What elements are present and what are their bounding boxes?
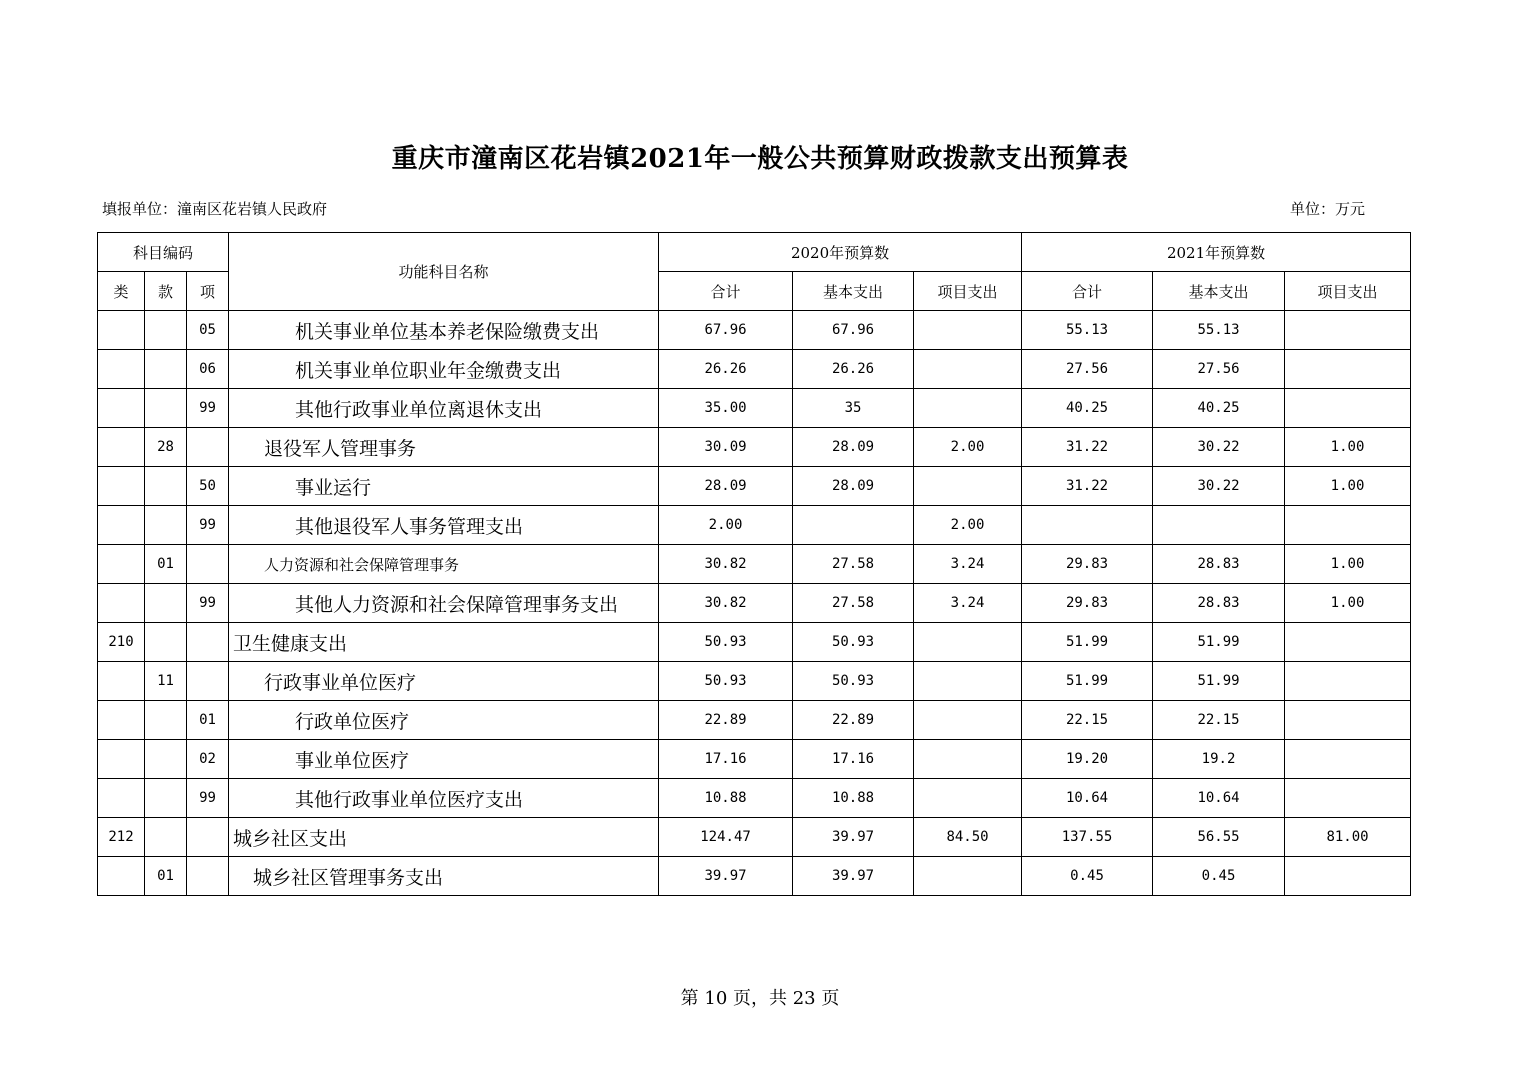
cell-2021-basic: 0.45 [1153, 857, 1285, 896]
cell-xiang: 50 [187, 467, 229, 506]
cell-2020-total: 26.26 [659, 350, 793, 389]
cell-2020-basic: 27.58 [793, 584, 914, 623]
cell-2020-total: 35.00 [659, 389, 793, 428]
cell-2020-total: 67.96 [659, 311, 793, 350]
cell-2020-basic: 50.93 [793, 662, 914, 701]
cell-2021-total: 29.83 [1022, 545, 1153, 584]
header-2021-total: 合计 [1022, 272, 1153, 311]
cell-lei [98, 545, 145, 584]
cell-2021-total: 27.56 [1022, 350, 1153, 389]
cell-2020-total: 30.82 [659, 545, 793, 584]
cell-2021-basic: 30.22 [1153, 467, 1285, 506]
cell-2020-total: 30.09 [659, 428, 793, 467]
header-lei: 类 [98, 272, 145, 311]
cell-kuan [145, 623, 187, 662]
cell-2021-total: 31.22 [1022, 467, 1153, 506]
cell-2021-total: 29.83 [1022, 584, 1153, 623]
table-row [98, 545, 1411, 584]
table-row [98, 623, 1411, 662]
cell-lei [98, 740, 145, 779]
cell-2020-project: 84.50 [914, 818, 1022, 857]
cell-2020-project: 3.24 [914, 545, 1022, 584]
cell-2020-project [914, 779, 1022, 818]
cell-2020-project [914, 467, 1022, 506]
table-row [98, 701, 1411, 740]
cell-xiang: 99 [187, 584, 229, 623]
cell-2021-basic: 22.15 [1153, 701, 1285, 740]
cell-2021-project: 1.00 [1285, 467, 1411, 506]
cell-2021-total: 137.55 [1022, 818, 1153, 857]
cell-name: 机关事业单位基本养老保险缴费支出 [229, 311, 659, 350]
table-row [98, 311, 1411, 350]
cell-2021-total: 31.22 [1022, 428, 1153, 467]
cell-2020-project: 3.24 [914, 584, 1022, 623]
cell-xiang: 99 [187, 389, 229, 428]
cell-2020-total: 17.16 [659, 740, 793, 779]
cell-2020-basic: 10.88 [793, 779, 914, 818]
cell-2021-total: 40.25 [1022, 389, 1153, 428]
cell-2021-basic [1153, 506, 1285, 545]
cell-name: 其他退役军人事务管理支出 [229, 506, 659, 545]
table-row [98, 779, 1411, 818]
cell-kuan: 01 [145, 857, 187, 896]
header-row-1 [98, 233, 1411, 272]
cell-kuan [145, 467, 187, 506]
cell-kuan [145, 311, 187, 350]
cell-2020-project: 2.00 [914, 428, 1022, 467]
cell-2020-project [914, 740, 1022, 779]
cell-2021-basic: 51.99 [1153, 662, 1285, 701]
reporting-unit: 填报单位：潼南区花岩镇人民政府 [102, 200, 328, 218]
cell-2020-basic: 27.58 [793, 545, 914, 584]
cell-2021-basic: 30.22 [1153, 428, 1285, 467]
cell-lei: 210 [98, 623, 145, 662]
cell-2021-project: 1.00 [1285, 545, 1411, 584]
cell-2020-total: 2.00 [659, 506, 793, 545]
cell-lei [98, 506, 145, 545]
cell-2020-basic: 28.09 [793, 467, 914, 506]
cell-lei [98, 584, 145, 623]
cell-2021-basic: 10.64 [1153, 779, 1285, 818]
cell-lei [98, 701, 145, 740]
cell-2021-project [1285, 779, 1411, 818]
cell-2021-project [1285, 701, 1411, 740]
cell-name: 行政单位医疗 [229, 701, 659, 740]
cell-name: 城乡社区支出 [229, 818, 659, 857]
cell-name: 其他行政事业单位离退休支出 [229, 389, 659, 428]
cell-2021-project: 1.00 [1285, 584, 1411, 623]
cell-name: 其他人力资源和社会保障管理事务支出 [229, 584, 659, 623]
cell-kuan: 11 [145, 662, 187, 701]
cell-lei [98, 389, 145, 428]
cell-2020-basic: 39.97 [793, 818, 914, 857]
cell-lei [98, 311, 145, 350]
cell-2021-basic: 55.13 [1153, 311, 1285, 350]
cell-2021-basic: 28.83 [1153, 545, 1285, 584]
table-row [98, 740, 1411, 779]
header-xiang: 项 [187, 272, 229, 311]
header-2020-basic: 基本支出 [793, 272, 914, 311]
header-function-name: 功能科目名称 [229, 233, 659, 311]
header-2021-basic: 基本支出 [1153, 272, 1285, 311]
header-2021-budget: 2021年预算数 [1022, 233, 1411, 272]
cell-2020-project: 2.00 [914, 506, 1022, 545]
cell-2021-basic: 27.56 [1153, 350, 1285, 389]
cell-2021-project [1285, 857, 1411, 896]
cell-2020-basic: 26.26 [793, 350, 914, 389]
cell-name: 行政事业单位医疗 [229, 662, 659, 701]
cell-2020-project [914, 389, 1022, 428]
cell-2020-basic: 35 [793, 389, 914, 428]
cell-2021-project [1285, 506, 1411, 545]
cell-2020-project [914, 350, 1022, 389]
cell-kuan [145, 740, 187, 779]
cell-kuan: 01 [145, 545, 187, 584]
cell-2020-total: 10.88 [659, 779, 793, 818]
cell-xiang: 02 [187, 740, 229, 779]
cell-2020-basic: 67.96 [793, 311, 914, 350]
cell-name: 事业运行 [229, 467, 659, 506]
cell-2020-basic: 17.16 [793, 740, 914, 779]
cell-name: 其他行政事业单位医疗支出 [229, 779, 659, 818]
cell-2021-project: 81.00 [1285, 818, 1411, 857]
cell-2021-basic: 56.55 [1153, 818, 1285, 857]
cell-2021-total: 51.99 [1022, 662, 1153, 701]
cell-xiang: 01 [187, 701, 229, 740]
cell-lei [98, 467, 145, 506]
budget-table [97, 232, 1411, 896]
cell-2021-total: 51.99 [1022, 623, 1153, 662]
table-row [98, 467, 1411, 506]
cell-2021-project [1285, 389, 1411, 428]
cell-kuan [145, 584, 187, 623]
cell-2021-project [1285, 623, 1411, 662]
cell-2021-total: 0.45 [1022, 857, 1153, 896]
cell-kuan [145, 701, 187, 740]
page-title: 重庆市潼南区花岩镇2021年一般公共预算财政拨款支出预算表 [391, 144, 1129, 174]
header-2020-budget: 2020年预算数 [659, 233, 1022, 272]
header-code-group: 科目编码 [98, 233, 229, 272]
cell-2021-total: 19.20 [1022, 740, 1153, 779]
cell-name: 事业单位医疗 [229, 740, 659, 779]
cell-2020-total: 39.97 [659, 857, 793, 896]
cell-lei: 212 [98, 818, 145, 857]
cell-xiang: 99 [187, 779, 229, 818]
cell-xiang [187, 428, 229, 467]
cell-2021-project [1285, 311, 1411, 350]
cell-2020-total: 30.82 [659, 584, 793, 623]
cell-kuan: 28 [145, 428, 187, 467]
cell-2020-project [914, 701, 1022, 740]
cell-2020-project [914, 311, 1022, 350]
cell-2021-basic: 19.2 [1153, 740, 1285, 779]
cell-2020-basic: 39.97 [793, 857, 914, 896]
cell-xiang: 06 [187, 350, 229, 389]
cell-lei [98, 428, 145, 467]
page-footer: 第 10 页，共 23 页 [680, 988, 840, 1009]
table-row [98, 350, 1411, 389]
cell-name: 人力资源和社会保障管理事务 [229, 545, 659, 584]
cell-lei [98, 857, 145, 896]
cell-xiang: 99 [187, 506, 229, 545]
cell-kuan [145, 818, 187, 857]
cell-name: 卫生健康支出 [229, 623, 659, 662]
table-row [98, 584, 1411, 623]
cell-2021-total: 22.15 [1022, 701, 1153, 740]
cell-lei [98, 779, 145, 818]
cell-lei [98, 350, 145, 389]
cell-xiang [187, 662, 229, 701]
cell-2020-total: 28.09 [659, 467, 793, 506]
cell-name: 城乡社区管理事务支出 [229, 857, 659, 896]
cell-2021-total [1022, 506, 1153, 545]
cell-2020-project [914, 662, 1022, 701]
cell-kuan [145, 389, 187, 428]
cell-2021-project [1285, 740, 1411, 779]
cell-2021-total: 55.13 [1022, 311, 1153, 350]
header-2021-project: 项目支出 [1285, 272, 1411, 311]
table-row [98, 662, 1411, 701]
cell-2020-project [914, 623, 1022, 662]
table-row [98, 389, 1411, 428]
cell-2021-project [1285, 350, 1411, 389]
cell-kuan [145, 506, 187, 545]
cell-2020-basic: 28.09 [793, 428, 914, 467]
header-kuan: 款 [145, 272, 187, 311]
cell-2021-total: 10.64 [1022, 779, 1153, 818]
header-2020-total: 合计 [659, 272, 793, 311]
cell-2020-total: 50.93 [659, 662, 793, 701]
cell-kuan [145, 350, 187, 389]
cell-2021-basic: 40.25 [1153, 389, 1285, 428]
cell-xiang [187, 623, 229, 662]
cell-2020-project [914, 857, 1022, 896]
cell-xiang: 05 [187, 311, 229, 350]
cell-kuan [145, 779, 187, 818]
cell-2021-project: 1.00 [1285, 428, 1411, 467]
currency-unit: 单位：万元 [1290, 200, 1366, 218]
header-2020-project: 项目支出 [914, 272, 1022, 311]
cell-name: 退役军人管理事务 [229, 428, 659, 467]
cell-2020-basic: 50.93 [793, 623, 914, 662]
table-row [98, 506, 1411, 545]
cell-2020-basic [793, 506, 914, 545]
cell-2021-project [1285, 662, 1411, 701]
cell-xiang [187, 545, 229, 584]
table-row [98, 857, 1411, 896]
cell-2020-total: 50.93 [659, 623, 793, 662]
cell-xiang [187, 857, 229, 896]
cell-2021-basic: 51.99 [1153, 623, 1285, 662]
table-row [98, 818, 1411, 857]
cell-name: 机关事业单位职业年金缴费支出 [229, 350, 659, 389]
cell-2020-basic: 22.89 [793, 701, 914, 740]
cell-lei [98, 662, 145, 701]
cell-2020-total: 22.89 [659, 701, 793, 740]
cell-xiang [187, 818, 229, 857]
cell-2020-total: 124.47 [659, 818, 793, 857]
table-row [98, 428, 1411, 467]
cell-2021-basic: 28.83 [1153, 584, 1285, 623]
